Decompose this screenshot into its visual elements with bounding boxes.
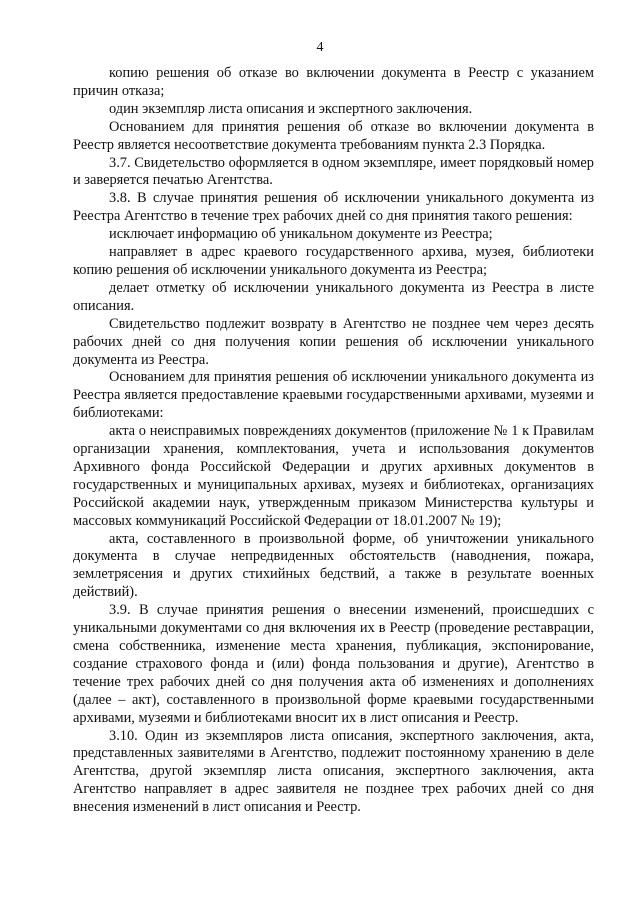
paragraph: акта, составленного в произвольной форме, об уничтожении уникального документа в случае непредвиденных обстоятельств (наводнения, пожара, землетрясения и других стихийных бедствий, а также в результате военных действий). [73, 530, 594, 601]
paragraph: 3.10. Один из экземпляров листа описания, экспертного заключения, акта, представленных заявителями в Агентство, подлежит постоянному хранению в деле Агентства, другой экземпляр листа описания, экспертного заключения, акта Агентство направляет в адрес заявителя не позднее трех рабочих дней со дня внесения изменений в лист описания и Реестр. [73, 727, 594, 816]
page-number: 4 [316, 40, 324, 55]
paragraph: акта о неисправимых повреждениях документов (приложение № 1 к Правилам организации хранения, комплектования, учета и использования документов Архивного фонда Российской Федерации и других архивных документов в государственных и муниципальных архивах, музеях и библиотеках, организациях Российской академии наук, утвержденным приказом Министерства культуры и массовых коммуникаций Российской Федерации от 18.01.2007 № 19); [73, 423, 594, 529]
paragraph: копию решения об отказе во включении документа в Реестр с указанием причин отказа; [73, 65, 594, 99]
paragraph: 3.8. В случае принятия решения об исключении уникального документа из Реестра Агентство в течение трех рабочих дней со дня принятия такого решения: [73, 190, 594, 225]
paragraph: Основанием для принятия решения об исключении уникального документа из Реестра является предоставление краевыми государственными архивами, музеями и библиотеками: [73, 369, 594, 422]
paragraph: исключает информацию об уникальном документе из Реестра; [109, 226, 493, 243]
paragraph: Основанием для принятия решения об отказе во включении документа в Реестр является несоответствие документа требованиям пункта 2.3 Порядка. [73, 118, 594, 153]
paragraph: делает отметку об исключении уникального документа из Реестра в листе описания. [73, 279, 594, 314]
document-body [73, 65, 594, 817]
paragraph: направляет в адрес краевого государственного архива, музея, библиотеки копию решения об исключении уникального документа из Реестра; [73, 244, 594, 278]
paragraph: Свидетельство подлежит возврату в Агентство не позднее чем через десять рабочих дней со дня получения копии решения об исключении уникального документа из Реестра. [73, 315, 594, 368]
paragraph: один экземпляр листа описания и экспертного заключения. [109, 100, 473, 117]
paragraph: 3.7. Свидетельство оформляется в одном экземпляре, имеет порядковый номер и заверяется печатью Агентства. [73, 154, 594, 189]
paragraph: 3.9. В случае принятия решения о внесении изменений, происшедших с уникальными документами со дня включения их в Реестр (проведение реставрации, смена собственника, изменение места хранения, публикация, экспонирование, создание страхового фонда и (или) фонда пользования и другие), Агентство в течение трех рабочих дней со дня получения акта об изменениях и дополнениях (далее – акт), составленного в произвольной форме краевыми государственными архивами, музеями и библиотеками вносит их в лист описания и Реестр. [73, 602, 594, 726]
